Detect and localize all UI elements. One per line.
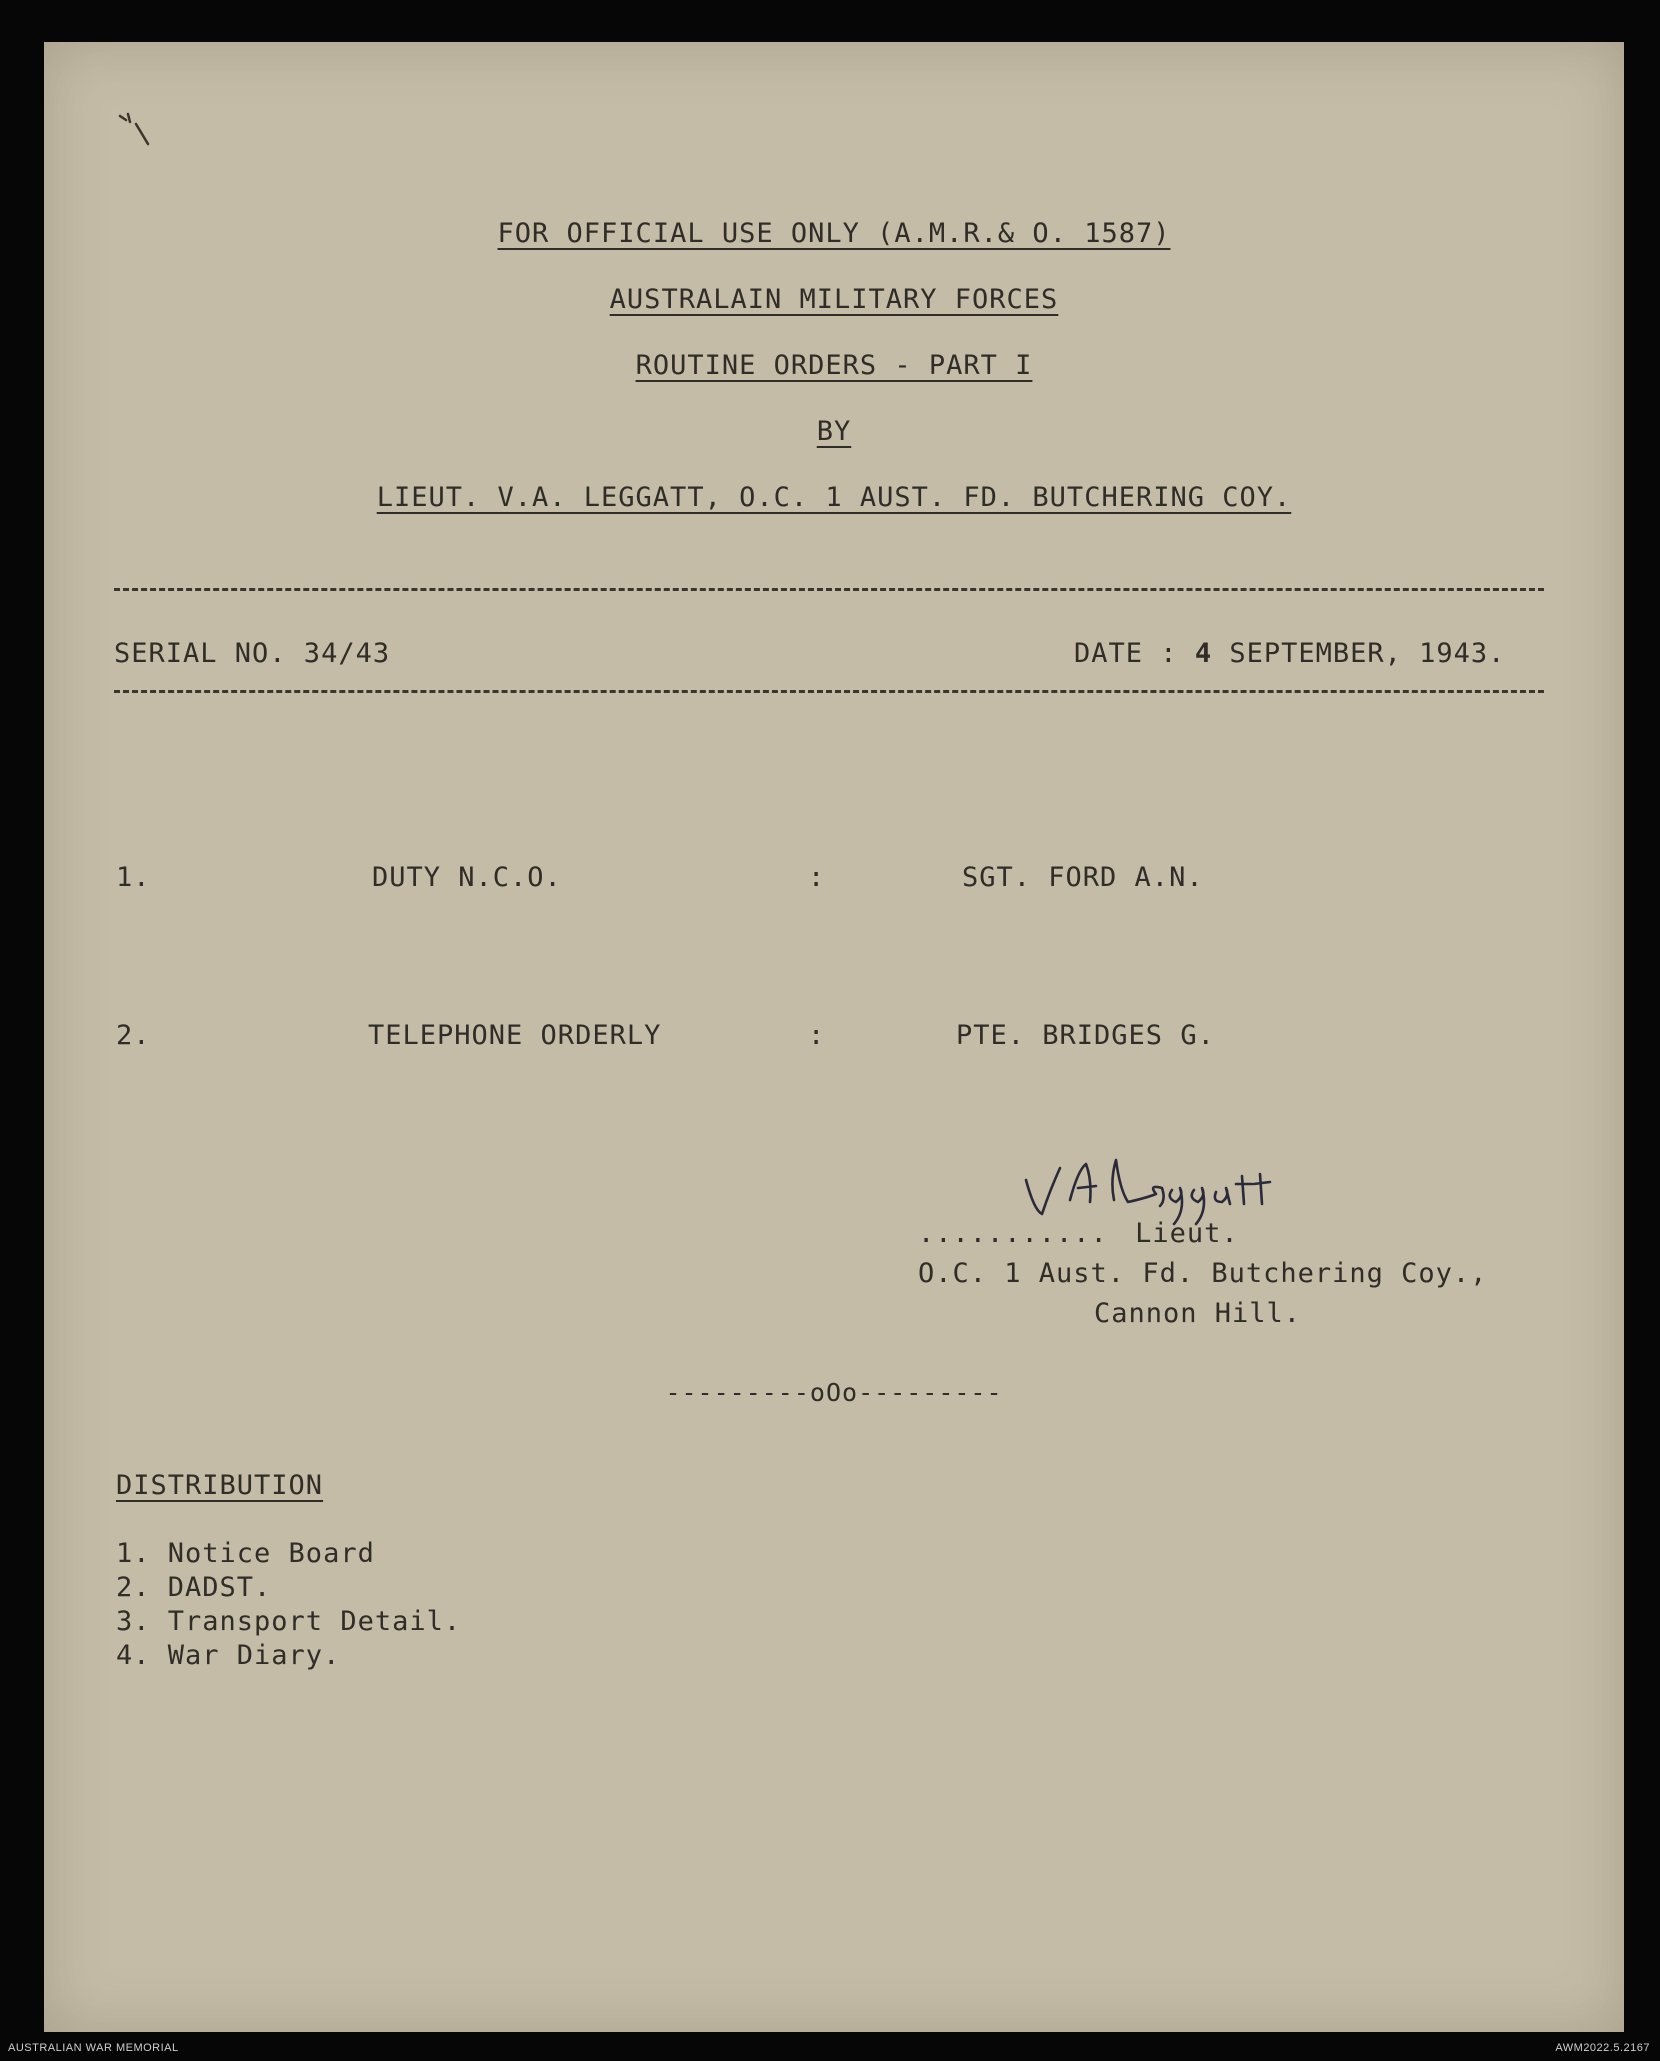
- signature-line: [918, 1218, 1239, 1249]
- signature-unit: O.C. 1 Aust. Fd. Butchering Coy.,: [918, 1258, 1488, 1289]
- distribution-item: 3. Transport Detail.: [116, 1606, 462, 1637]
- document-page: [44, 42, 1624, 2032]
- header-issuing-officer: LIEUT. V.A. LEGGATT, O.C. 1 AUST. FD. BUTCHERING COY.: [376, 482, 1292, 513]
- order-person: SGT. FORD A.N.: [962, 862, 1204, 893]
- handwritten-signature: [1016, 1140, 1326, 1230]
- distribution-item: 1. Notice Board: [116, 1538, 375, 1569]
- header-military-forces: AUSTRALAIN MILITARY FORCES: [609, 284, 1059, 315]
- order-number: 2.: [116, 1020, 151, 1051]
- date-month-year: SEPTEMBER, 1943.: [1229, 638, 1506, 669]
- top-dashed-rule: [114, 588, 1544, 591]
- ooo-separator: ---------oOo---------: [665, 1378, 1003, 1407]
- date-label: DATE :: [1074, 638, 1178, 669]
- order-duty: TELEPHONE ORDERLY: [368, 1020, 662, 1051]
- footer-accession-number: AWM2022.5.2167: [1555, 2042, 1650, 2054]
- header-routine-orders: ROUTINE ORDERS - PART I: [635, 350, 1033, 381]
- order-separator: :: [808, 862, 826, 893]
- distribution-item: 2. DADST.: [116, 1572, 272, 1603]
- order-number: 1.: [116, 862, 151, 893]
- signature-dots: ...........: [918, 1218, 1108, 1249]
- date-line: [1074, 638, 1505, 669]
- header-by: BY: [816, 416, 852, 447]
- order-duty: DUTY N.C.O.: [372, 862, 562, 893]
- signature-rank: Lieut.: [1135, 1218, 1239, 1249]
- order-separator: :: [808, 1020, 826, 1051]
- distribution-heading: DISTRIBUTION: [116, 1470, 324, 1501]
- date-day: 4: [1194, 638, 1213, 669]
- distribution-item: 4. War Diary.: [116, 1640, 341, 1671]
- pin-mark-icon: [116, 110, 152, 150]
- footer-source-label: AUSTRALIAN WAR MEMORIAL: [8, 2042, 179, 2054]
- serial-number: SERIAL NO. 34/43: [114, 638, 391, 669]
- bottom-dashed-rule: [114, 690, 1544, 693]
- order-person: PTE. BRIDGES G.: [956, 1020, 1215, 1051]
- header-official-use: FOR OFFICIAL USE ONLY (A.M.R.& O. 1587): [497, 218, 1171, 249]
- signature-location: Cannon Hill.: [1094, 1298, 1302, 1329]
